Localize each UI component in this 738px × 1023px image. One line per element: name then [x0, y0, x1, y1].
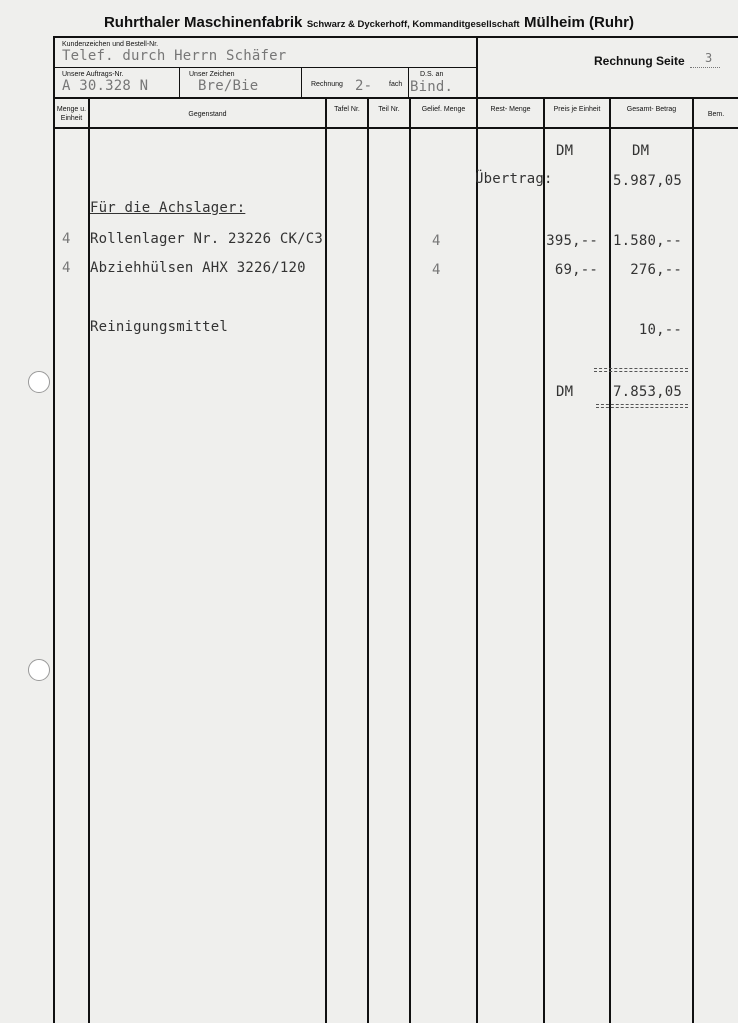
- grand-total-rule: [596, 404, 688, 408]
- rechnung-label: Rechnung: [311, 81, 343, 88]
- col-gelief: Gelief. Menge: [421, 106, 466, 113]
- section-heading: Für die Achslager:: [90, 200, 246, 216]
- col-bem: Bem.: [707, 111, 725, 118]
- punch-hole-bottom: [28, 659, 50, 681]
- zeichen-label: Unser Zeichen: [189, 71, 235, 78]
- auftrag-label: Unsere Auftrags-Nr.: [62, 71, 124, 78]
- company-name: Ruhrthaler Maschinenfabrik: [103, 14, 303, 31]
- column-line-gegenstand: [325, 98, 327, 1023]
- item-desc: Abziehhülsen AHX 3226/120: [90, 260, 306, 276]
- company-detail: Schwarz & Dyckerhoff, Kommanditgesellschaft: [306, 19, 520, 30]
- item-total: 1.580,--: [612, 233, 682, 249]
- item-price: 69,--: [554, 262, 598, 278]
- header-divider: [476, 36, 478, 99]
- col-gegenstand: Gegenstand: [188, 111, 227, 118]
- header-mid-line: [53, 67, 477, 68]
- uebertrag-label: Übertrag:: [475, 171, 553, 187]
- column-line-left: [53, 36, 55, 1023]
- item-delivered: 4: [432, 233, 441, 249]
- zeichen-divider: [179, 67, 180, 97]
- page-value: 3: [705, 51, 713, 65]
- cleaning-desc: Reinigungsmittel: [90, 319, 229, 335]
- grand-total: 7.853,05: [612, 384, 682, 400]
- uebertrag-value: 5.987,05: [612, 173, 682, 189]
- currency-preis: DM: [556, 143, 574, 159]
- kundenzeichen-value: Telef. durch Herrn Schäfer: [62, 48, 287, 64]
- item-desc: Rollenlager Nr. 23226 CK/C3: [90, 231, 323, 247]
- auftrag-value: A 30.328 N: [62, 78, 149, 94]
- col-gesamt: Gesamt- Betrag: [626, 106, 677, 113]
- col-menge: Menge u. Einheit: [56, 106, 87, 122]
- zeichen-value: Bre/Bie: [198, 78, 259, 94]
- currency-gesamt: DM: [632, 143, 650, 159]
- ds-value: Bind.: [410, 79, 454, 95]
- item-price: 395,--: [546, 233, 598, 249]
- fach-label: fach: [389, 81, 403, 88]
- header-top-line: [53, 36, 738, 38]
- col-teil: Teil Nr.: [378, 106, 400, 113]
- column-line-gesamt: [692, 98, 694, 1023]
- col-rest: Rest- Menge: [490, 106, 531, 113]
- column-line-tafel: [367, 98, 369, 1023]
- company-city: Mülheim (Ruhr): [524, 14, 635, 31]
- item-delivered: 4: [432, 262, 441, 278]
- header-bottom-line: [53, 97, 738, 99]
- ds-label: D.S. an: [420, 71, 444, 78]
- col-preis: Preis je Einheit: [553, 106, 601, 113]
- column-line-teil: [409, 98, 411, 1023]
- page-label: Rechnung Seite: [594, 54, 685, 68]
- col-tafel: Tafel Nr.: [334, 106, 360, 113]
- column-line-gelief: [476, 98, 478, 1023]
- rechnung-divider: [301, 67, 302, 97]
- cleaning-total: 10,--: [638, 322, 682, 338]
- subtotal-rule: [594, 368, 688, 372]
- grand-currency: DM: [556, 384, 574, 400]
- item-qty: 4: [62, 231, 71, 247]
- company-header: [0, 14, 738, 32]
- item-qty: 4: [62, 260, 71, 276]
- column-header-bottom-line: [53, 127, 738, 129]
- page-underline: [690, 67, 720, 68]
- item-total: 276,--: [630, 262, 682, 278]
- punch-hole-top: [28, 371, 50, 393]
- kundenzeichen-label: Kundenzeichen und Bestell-Nr.: [62, 41, 159, 48]
- rechnung-value: 2-: [355, 78, 373, 94]
- ds-divider: [408, 67, 409, 97]
